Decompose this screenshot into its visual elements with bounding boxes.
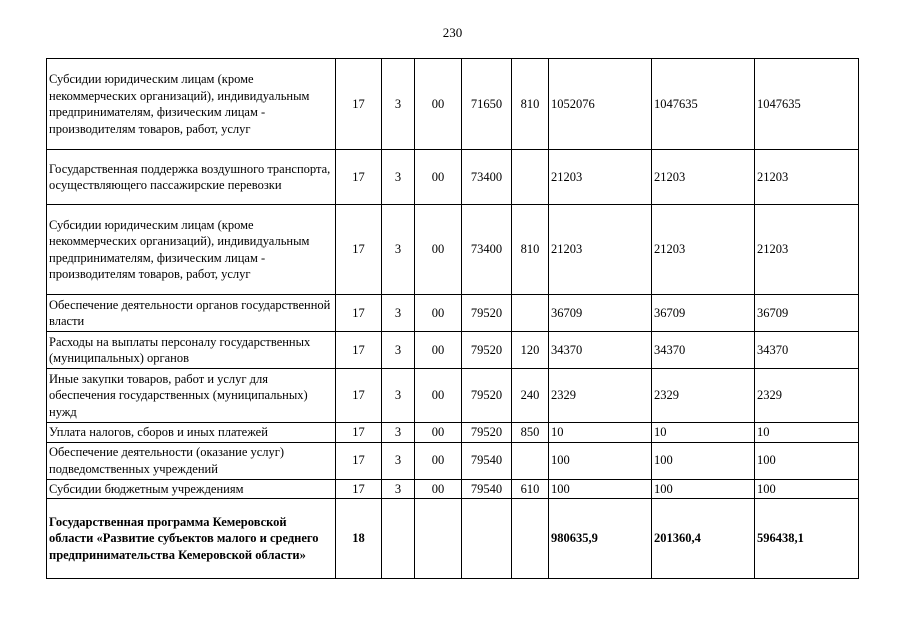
- amount-cell: 2329: [755, 369, 859, 423]
- table-row: [47, 205, 859, 295]
- table-row: [47, 59, 859, 150]
- code-cell: 73400: [462, 205, 512, 295]
- code-cell: 79520: [462, 332, 512, 369]
- code-cell: 71650: [462, 59, 512, 150]
- code-cell: 79520: [462, 423, 512, 443]
- amount-cell: 2329: [652, 369, 755, 423]
- code-cell: 3: [382, 442, 415, 479]
- table-row: [47, 423, 859, 443]
- amount-cell: 34370: [549, 332, 652, 369]
- row-name-cell: Иные закупки товаров, работ и услуг для обеспечения государственных (муниципальных) нужд: [47, 369, 336, 423]
- page-number: 230: [442, 25, 463, 40]
- row-name-cell: Субсидии бюджетным учреждениям: [47, 479, 336, 499]
- code-cell: 00: [415, 150, 462, 205]
- code-cell: 00: [415, 59, 462, 150]
- amount-cell: 100: [652, 479, 755, 499]
- amount-cell: 10: [755, 423, 859, 443]
- code-cell: 17: [336, 442, 382, 479]
- code-cell: 18: [336, 499, 382, 579]
- amount-cell: 1052076: [549, 59, 652, 150]
- code-cell: 00: [415, 479, 462, 499]
- code-cell: 3: [382, 332, 415, 369]
- code-cell: 610: [512, 479, 549, 499]
- code-cell: 00: [415, 295, 462, 332]
- amount-cell: 10: [549, 423, 652, 443]
- amount-cell: 36709: [549, 295, 652, 332]
- code-cell: [512, 499, 549, 579]
- code-cell: 3: [382, 295, 415, 332]
- table-row: [47, 369, 859, 423]
- table-row: [47, 150, 859, 205]
- code-cell: 3: [382, 423, 415, 443]
- code-cell: [382, 499, 415, 579]
- amount-cell: 201360,4: [652, 499, 755, 579]
- code-cell: 17: [336, 423, 382, 443]
- amount-cell: 34370: [652, 332, 755, 369]
- amount-cell: 21203: [652, 150, 755, 205]
- table-row: [47, 442, 859, 479]
- row-name-cell: Обеспечение деятельности органов государственной власти: [47, 295, 336, 332]
- code-cell: 00: [415, 369, 462, 423]
- amount-cell: 100: [652, 442, 755, 479]
- code-cell: 810: [512, 205, 549, 295]
- row-name-cell: Субсидии юридическим лицам (кроме некоммерческих организаций), индивидуальным предпринимателям, физическим лицам - производителям товаров, работ, услуг: [47, 59, 336, 150]
- row-name-cell: Субсидии юридическим лицам (кроме некоммерческих организаций), индивидуальным предпринимателям, физическим лицам - производителям товаров, работ, услуг: [47, 205, 336, 295]
- amount-cell: 21203: [652, 205, 755, 295]
- code-cell: 73400: [462, 150, 512, 205]
- code-cell: 850: [512, 423, 549, 443]
- amount-cell: 21203: [755, 150, 859, 205]
- code-cell: 3: [382, 59, 415, 150]
- amount-cell: 36709: [652, 295, 755, 332]
- code-cell: 3: [382, 479, 415, 499]
- amount-cell: 980635,9: [549, 499, 652, 579]
- code-cell: 00: [415, 205, 462, 295]
- row-name-cell: Государственная программа Кемеровской области «Развитие субъектов малого и среднего предпринимательства Кемеровской области»: [47, 499, 336, 579]
- code-cell: 00: [415, 423, 462, 443]
- code-cell: 00: [415, 442, 462, 479]
- amount-cell: 21203: [755, 205, 859, 295]
- code-cell: 17: [336, 205, 382, 295]
- amount-cell: 2329: [549, 369, 652, 423]
- code-cell: [462, 499, 512, 579]
- code-cell: 17: [336, 369, 382, 423]
- code-cell: 3: [382, 369, 415, 423]
- code-cell: 3: [382, 205, 415, 295]
- row-name-cell: Расходы на выплаты персоналу государственных (муниципальных) органов: [47, 332, 336, 369]
- amount-cell: 34370: [755, 332, 859, 369]
- row-name-cell: Уплата налогов, сборов и иных платежей: [47, 423, 336, 443]
- amount-cell: 10: [652, 423, 755, 443]
- code-cell: [512, 442, 549, 479]
- table-row: [47, 295, 859, 332]
- code-cell: [512, 150, 549, 205]
- code-cell: 17: [336, 295, 382, 332]
- code-cell: 240: [512, 369, 549, 423]
- amount-cell: 21203: [549, 150, 652, 205]
- amount-cell: 1047635: [652, 59, 755, 150]
- code-cell: 17: [336, 332, 382, 369]
- amount-cell: 36709: [755, 295, 859, 332]
- code-cell: 17: [336, 59, 382, 150]
- amount-cell: 1047635: [755, 59, 859, 150]
- table-row: [47, 479, 859, 499]
- code-cell: 3: [382, 150, 415, 205]
- amount-cell: 21203: [549, 205, 652, 295]
- budget-table: [46, 58, 859, 579]
- code-cell: [415, 499, 462, 579]
- amount-cell: 596438,1: [755, 499, 859, 579]
- code-cell: [512, 295, 549, 332]
- amount-cell: 100: [549, 479, 652, 499]
- amount-cell: 100: [549, 442, 652, 479]
- table-row: [47, 499, 859, 579]
- code-cell: 00: [415, 332, 462, 369]
- table-row: [47, 332, 859, 369]
- code-cell: 79540: [462, 479, 512, 499]
- code-cell: 17: [336, 150, 382, 205]
- code-cell: 120: [512, 332, 549, 369]
- row-name-cell: Государственная поддержка воздушного транспорта, осуществляющего пассажирские перевозки: [47, 150, 336, 205]
- amount-cell: 100: [755, 442, 859, 479]
- row-name-cell: Обеспечение деятельности (оказание услуг) подведомственных учреждений: [47, 442, 336, 479]
- code-cell: 17: [336, 479, 382, 499]
- code-cell: 79540: [462, 442, 512, 479]
- code-cell: 79520: [462, 295, 512, 332]
- code-cell: 810: [512, 59, 549, 150]
- code-cell: 79520: [462, 369, 512, 423]
- amount-cell: 100: [755, 479, 859, 499]
